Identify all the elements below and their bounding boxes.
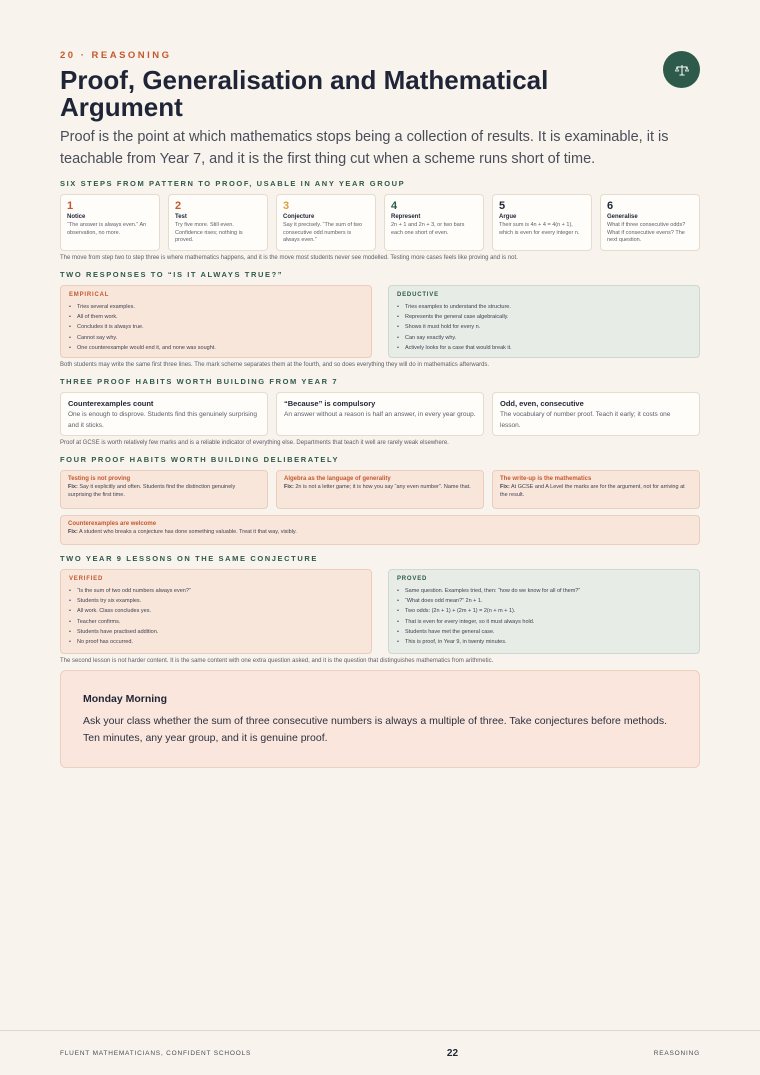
footer-book-title: FLUENT MATHEMATICIANS, CONFIDENT SCHOOLS [60,1050,252,1057]
fix-body: A student who breaks a conjecture has done something valuable. Treat it that way, visibly. [79,529,297,535]
responses-heading: TWO RESPONSES TO “IS IT ALWAYS TRUE?” [60,270,284,279]
lead-paragraph: Proof is the point at which mathematics stops being a collection of results. It is examinable, it is teachable from Year 7, and it is the first thing cut when a scheme runs short of time. [60,129,669,167]
fix-body: At GCSE and A Level the marks are for the argument, not for arriving at the result. [500,484,685,498]
habit-text: An answer without a reason is half an answer, in every year group. [284,411,476,418]
lessons-note: The second lesson is not harder content. It is the same content with one extra question asked, and it is the question that distinguishes mathematics from arithmetic. [60,658,494,664]
list-item: • Students have met the general case. [397,627,691,637]
empirical-label: EMPIRICAL [69,292,110,298]
habit-title: Counterexamples count [68,399,154,408]
fixes-heading: FOUR PROOF HABITS WORTH BUILDING DELIBERATELY [60,455,340,464]
list-item: • All of them work. [69,312,363,322]
steps-row [60,194,700,251]
habit-card [60,392,268,436]
proved-list [397,586,691,647]
monday-morning-callout [60,670,700,768]
page-number: 22 [446,1048,459,1059]
steps-note: The move from step two to step three is where mathematics happens, and it is the move most students never see modelled. Testing more cases feels like proving and is not. [60,255,518,261]
step-number: 1 [67,200,74,212]
step-text: What if three consecutive odds? What if consecutive evens? The next question. [607,222,686,243]
list-item: • One counterexample would end it, and none was sought. [69,343,363,353]
step-number: 3 [283,200,290,212]
step-title: Generalise [607,214,638,220]
fix-text [284,484,476,492]
habit-title: Odd, even, consecutive [500,399,584,408]
verified-panel [60,569,372,654]
step-text: “The answer is always even.” An observation, no more. [67,222,147,236]
fix-label: Fix: [500,484,510,490]
footer-divider [0,1030,760,1031]
fix-title: Testing is not proving [68,476,131,482]
step-card [276,194,376,251]
proved-panel [388,569,700,654]
list-item: • Teacher confirms. [69,617,363,627]
fix-label: Fix: [68,529,78,535]
deductive-panel [388,285,700,358]
deductive-list [397,302,691,353]
step-card [168,194,268,251]
step-title: Argue [499,214,517,220]
step-number: 2 [175,200,182,212]
verified-label: VERIFIED [69,576,104,582]
list-item: • Represents the general case algebraically. [397,312,691,322]
verified-list [69,586,363,647]
fix-card [60,470,268,509]
fix-label: Fix: [284,484,294,490]
step-text: 2n + 1 and 2n + 3, or two bars each one short of even. [391,222,465,236]
step-title: Notice [67,214,86,220]
page-footer [60,1048,700,1059]
responses-note: Both students may write the same first three lines. The mark scheme separates them at the fourth, and so does everything they will do in mathematics afterwards. [60,362,490,368]
list-item: • Tries several examples. [69,302,363,312]
page-title: Proof, Generalisation and Mathematical Argument [60,65,549,122]
fix-body: Say it explicitly and often. Students find the distinction genuinely surprising the first time. [68,484,236,498]
list-item: • Students have practised addition. [69,627,363,637]
fix-title: Algebra as the language of generality [284,476,391,482]
monday-text: Ask your class whether the sum of three consecutive numbers is always a multiple of three. Take conjectures before methods. Ten minutes, any year group, and it is genuine proof. [83,715,668,744]
step-number: 4 [391,200,398,212]
fix-text [68,529,692,537]
fix-title: The write-up is the mathematics [500,476,592,482]
steps-heading: SIX STEPS FROM PATTERN TO PROOF, USABLE IN ANY YEAR GROUP [60,179,406,188]
list-item: • “What does odd mean?” 2n + 1. [397,596,691,606]
step-number: 6 [607,200,614,212]
habit-text: One is enough to disprove. Students find this genuinely surprising and it sticks. [68,411,257,429]
list-item: • Two odds: (2n + 1) + (2m + 1) = 2(n + m + 1). [397,606,691,616]
lessons-row [60,569,700,654]
list-item: • All work. Class concludes yes. [69,606,363,616]
habit-card [492,392,700,436]
list-item: • Students try six examples. [69,596,363,606]
step-card [492,194,592,251]
lessons-heading: TWO YEAR 9 LESSONS ON THE SAME CONJECTURE [60,554,318,563]
fix-label: Fix: [68,484,78,490]
step-title: Represent [391,214,421,220]
habit-card [276,392,484,436]
habit-text: The vocabulary of number proof. Teach it early; it costs one lesson. [500,411,671,429]
footer-section: REASONING [653,1050,700,1057]
step-card [600,194,700,251]
step-title: Conjecture [283,214,315,220]
list-item: • Shows it must hold for every n. [397,322,691,332]
fix-card [492,470,700,509]
habits-heading: THREE PROOF HABITS WORTH BUILDING FROM YEAR 7 [60,377,339,386]
fix-body: 2n is not a letter game; it is how you say “any even number”. Name that. [295,484,471,490]
list-item: • Cannot say why. [69,333,363,343]
step-card [384,194,484,251]
step-text: Try five more. Still even. Confidence rises; nothing is proved. [175,222,243,243]
habit-title: “Because” is compulsory [284,399,376,408]
chapter-eyebrow: 20 · REASONING [60,50,172,61]
step-number: 5 [499,200,506,212]
step-text: Say it precisely. “The sum of two consecutive odd numbers is always even.” [283,222,363,243]
fix-text [500,484,692,499]
list-item: • This is proof, in Year 9, in twenty minutes. [397,637,691,647]
list-item: • Same question. Examples tried, then: “how do we know for all of them?” [397,586,691,596]
proved-label: PROVED [397,576,428,582]
habits-row [60,392,700,436]
fix-card [276,470,484,509]
monday-title: Monday Morning [83,693,167,705]
fix-card-wide [60,515,700,545]
empirical-list [69,302,363,353]
step-card [60,194,160,251]
page-content [60,50,700,768]
list-item: • That is even for every integer, so it must always hold. [397,617,691,627]
list-item: • Actively looks for a case that would break it. [397,343,691,353]
step-text: Their sum is 4n + 4 = 4(n + 1), which is even for every integer n. [499,222,580,236]
list-item: • No proof has occurred. [69,637,363,647]
list-item: • Tries examples to understand the structure. [397,302,691,312]
list-item: • “Is the sum of two odd numbers always even?” [69,586,363,596]
responses-row [60,285,700,358]
fixes-row [60,470,700,509]
list-item: • Concludes it is always true. [69,322,363,332]
fix-title: Counterexamples are welcome [68,521,157,527]
deductive-label: DEDUCTIVE [397,292,439,298]
fix-text [68,484,260,499]
list-item: • Can say exactly why. [397,333,691,343]
step-title: Test [175,214,187,220]
empirical-panel [60,285,372,358]
habits-note: Proof at GCSE is worth relatively few marks and is a reliable indicator of everything else. Departments that teach it well are rarely weak elsewhere. [60,440,449,446]
